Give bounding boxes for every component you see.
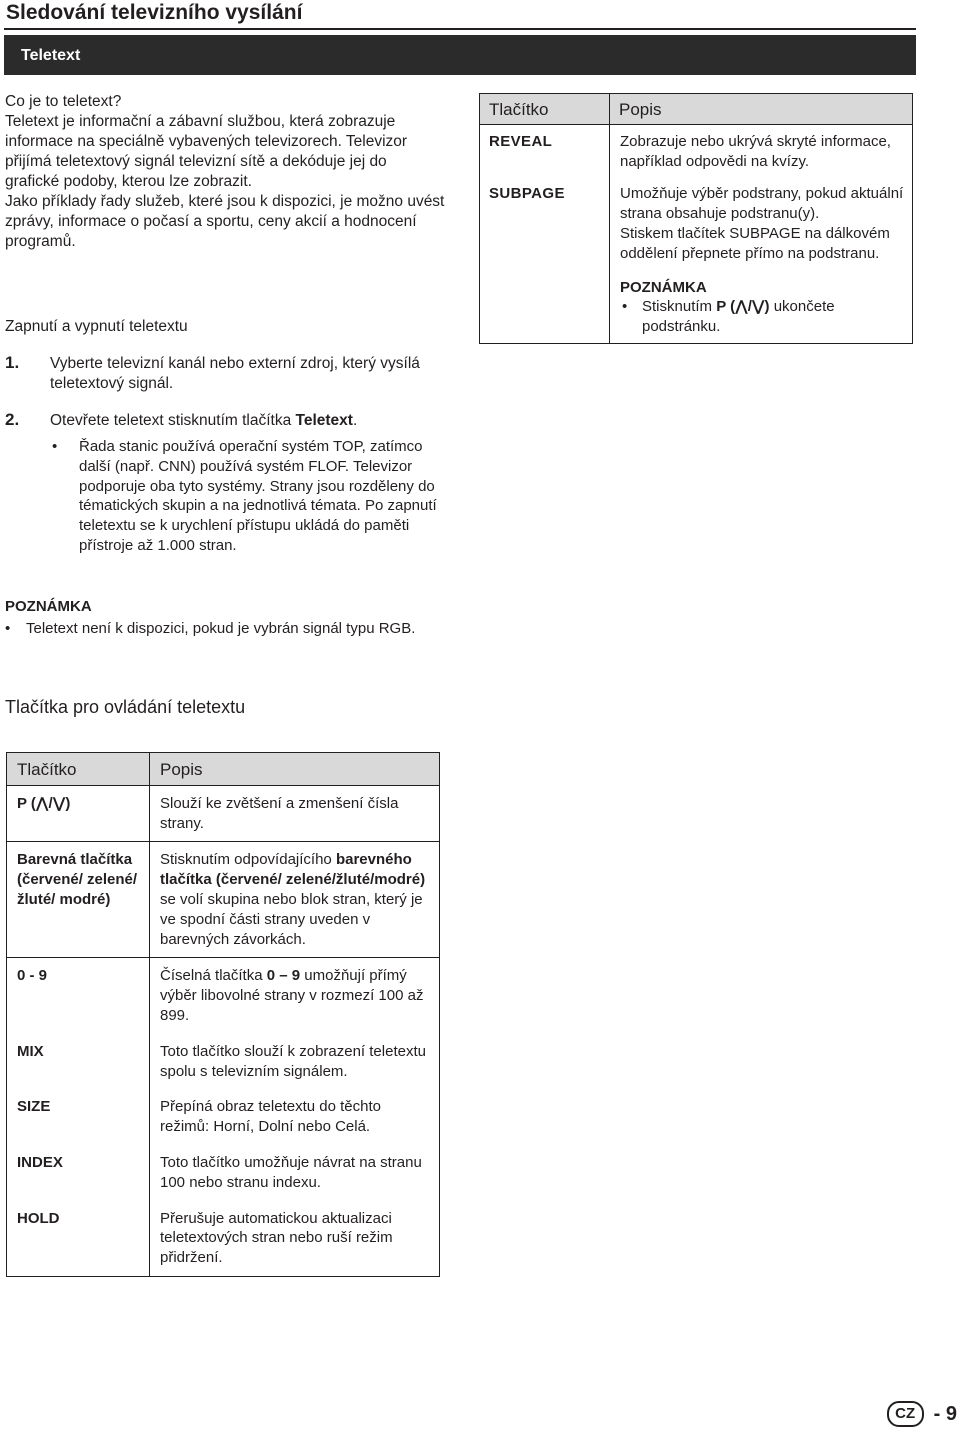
page-number: - 9: [933, 1402, 957, 1425]
desc-cell: Toto tlačítko umožňuje návrat na stranu 100 nebo stranu indexu.: [150, 1145, 440, 1201]
table-header-row: [7, 753, 440, 786]
teletext-key-label: Teletext: [295, 412, 353, 429]
key-cell: SIZE: [7, 1089, 150, 1145]
step-text: Vyberte televizní kanál nebo externí zdroj, který vysílá teletextový signál.: [50, 355, 420, 392]
step-number: 1.: [5, 353, 20, 372]
table-row: [7, 1145, 440, 1201]
key-cell: HOLD: [7, 1201, 150, 1277]
key-cell: 0 - 9: [7, 958, 150, 1034]
intro-text: [5, 92, 445, 252]
subpage-desc-1: Umožňuje výběr podstrany, pokud aktuální strana obsahuje podstranu(y).: [620, 185, 904, 223]
column-header-key: Tlačítko: [7, 753, 150, 786]
table-header-row: [480, 94, 913, 125]
table-row: [7, 1034, 440, 1090]
table-row: [7, 958, 440, 1034]
desc-cell: Přerušuje automatickou aktualizaci teletextových stran nebo ruší režim přidržení.: [150, 1201, 440, 1277]
desc-cell: Slouží ke zvětšení a zmenšení čísla strany.: [150, 785, 440, 842]
table-row: [7, 842, 440, 958]
desc-cell: Číselná tlačítka 0 – 9 umožňují přímý výběr libovolné strany v rozmezí 100 až 899.: [150, 958, 440, 1034]
controls-heading: Tlačítka pro ovládání teletextu: [5, 697, 246, 717]
intro-paragraph-1: Teletext je informační a zábavní službou, která zobrazuje informace na speciálně vybavených televizorech. Televizor přijímá teletextový signál televizní sítě a dekóduje jej do grafické podoby, kterou lze zobrazit.: [5, 113, 408, 190]
controls-table-continued: [479, 93, 913, 344]
key-cell: Barevná tlačítka (červené/ zelené/žluté/ modré): [7, 842, 150, 958]
desc-cell: [610, 177, 913, 343]
key-cell: P (⋀/⋁): [7, 785, 150, 842]
note-text: • Teletext není k dispozici, pokud je vybrán signál typu RGB.: [5, 619, 435, 639]
onoff-heading: Zapnutí a vypnutí teletextu: [5, 318, 188, 335]
table-row: [7, 1089, 440, 1145]
key-cell: REVEAL: [480, 124, 610, 177]
table-row: [7, 1201, 440, 1277]
step-2: [5, 411, 450, 431]
step-text: Otevřete teletext stisknutím tlačítka Teletext.: [50, 412, 358, 429]
table-row: [7, 785, 440, 842]
column-header-key: Tlačítko: [480, 94, 610, 125]
section-title: Teletext: [21, 47, 81, 64]
column-header-desc: Popis: [150, 753, 440, 786]
table-row: [480, 177, 913, 343]
column-header-desc: Popis: [610, 94, 913, 125]
desc-cell: Toto tlačítko slouží k zobrazení teletextu spolu s televizním signálem.: [150, 1034, 440, 1090]
intro-question: Co je to teletext?: [5, 93, 122, 110]
controls-table: [6, 752, 440, 1277]
desc-cell: Přepíná obraz teletextu do těchto režimů: Horní, Dolní nebo Celá.: [150, 1089, 440, 1145]
key-cell: SUBPAGE: [480, 177, 610, 343]
key-cell: INDEX: [7, 1145, 150, 1201]
page-footer: [887, 1401, 957, 1427]
step-number: 2.: [5, 410, 20, 429]
note-label: POZNÁMKA: [5, 598, 92, 615]
step-1: [5, 354, 450, 394]
note-label: POZNÁMKA: [620, 278, 707, 296]
title-divider: [4, 28, 916, 30]
subpage-desc-2: Stiskem tlačítek SUBPAGE na dálkovém oddělení přepnete přímo na podstranu.: [620, 224, 890, 262]
desc-cell: Stisknutím odpovídajícího barevného tlačítka (červené/ zelené/žluté/modré) se volí skupina nebo blok stran, který je ve spodní části strany uveden v barevných závorkách.: [150, 842, 440, 958]
systems-bullet: • Řada stanic používá operační systém TOP, zatímco další (např. CNN) používá systém FLOF. Televizor podporuje oba tyto systémy. Strany jsou rozděleny do tématických skupin a na jednotlivá témata. Po zapnutí teletextu se k urychlení přístupu ukládá do paměti přístroje až 1.000 stran.: [50, 437, 450, 556]
intro-paragraph-2: Jako příklady řady služeb, které jsou k dispozici, je možno uvést zprávy, informace o počasí a sportu, ceny akcií a hodnocení programů.: [5, 193, 445, 250]
section-banner: [4, 35, 916, 75]
table-row: [480, 124, 913, 177]
key-cell: MIX: [7, 1034, 150, 1090]
page-title: Sledování televizního vysílání: [6, 1, 303, 24]
language-badge: CZ: [887, 1401, 924, 1427]
desc-cell: Zobrazuje nebo ukrývá skryté informace, například odpovědi na kvízy.: [610, 124, 913, 177]
note-text: • Stisknutím P (⋀/⋁) ukončete podstránku.: [620, 297, 904, 337]
